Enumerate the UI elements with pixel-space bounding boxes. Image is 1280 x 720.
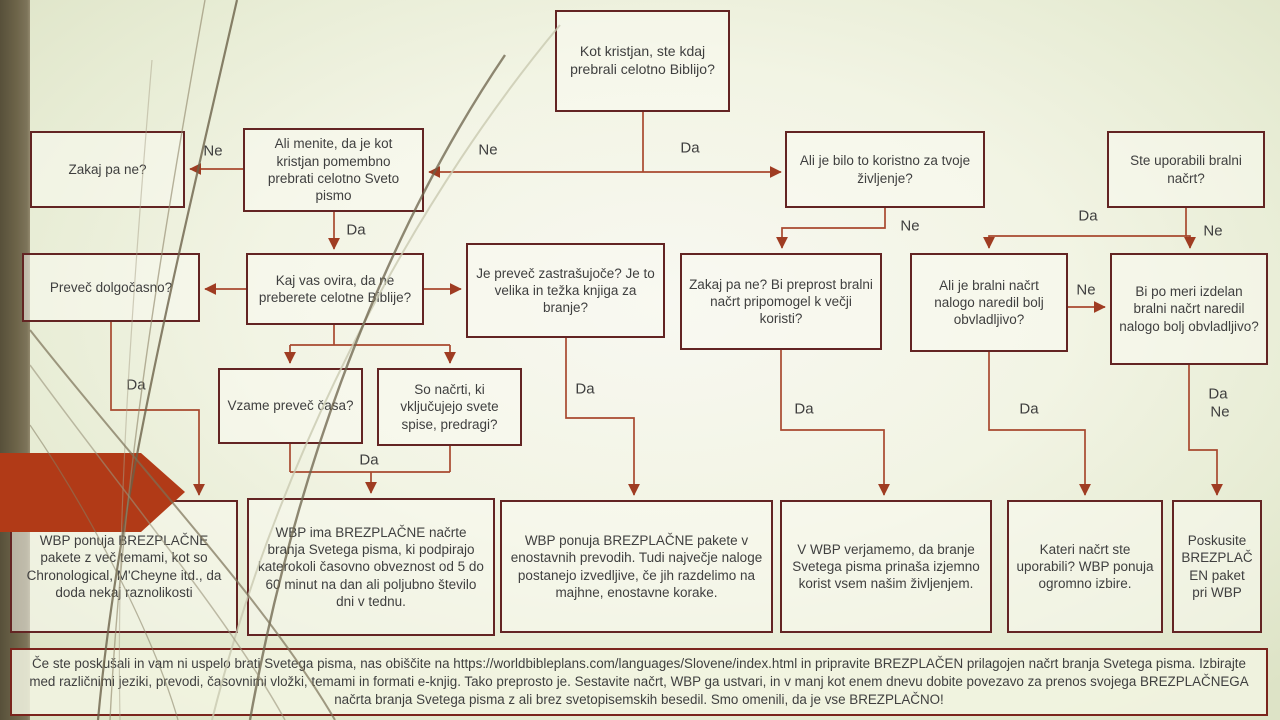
node-answer-benefit: V WBP verjamemo, da branje Svetega pisma prinaša izjemno korist vsem našim življenjem. <box>780 500 992 633</box>
node-answer-translations: WBP ponuja BREZPLAČNE pakete v enostavnih prevodih. Tudi največje naloge postanejo izvedljive, če jih razdelimo na majhne, enostavne korake. <box>500 500 773 633</box>
node-too-long: Vzame preveč časa? <box>218 368 363 444</box>
node-start-question: Kot kristjan, ste kdaj prebrali celotno Biblijo? <box>555 10 730 112</box>
node-intimidating: Je preveč zastrašujoče? Je to velika in težka knjiga za branje? <box>466 243 665 338</box>
edge-label-yes: Da <box>126 376 146 394</box>
node-think-important: Ali menite, da je kot kristjan pomembno prebrati celotno Sveto pismo <box>243 128 424 212</box>
edge-label-yes: Da <box>1078 207 1098 225</box>
footer-banner: Če ste poskušali in vam ni uspelo brati Svetega pisma, nas obiščite na https://worldbibleplans.com/languages/Slovene/index.html in pripravite BREZPLAČEN prilagojen načrt branja Svetega pisma. Izbirajte med različnimi jeziki, prevodi, časovnimi vložki, temami in formati e-knjig. Tako preprosto je. Sestavite načrt, WBP ga ustvari, in v manj kot enem dnevu dobite povezavo za prenos svojega BREZPLAČNEGA načrta branja Svetega pisma z ali brez svetopisemskih besedil. Smo omenili, da je vse BREZPLAČNO! <box>10 648 1268 716</box>
edge-label-yes: Da <box>794 400 814 418</box>
edge-label-yes: Da <box>359 451 379 469</box>
node-why-not-left: Zakaj pa ne? <box>30 131 185 208</box>
edge-label-no: Ne <box>900 217 920 235</box>
edge-label-yes: Da <box>1019 400 1039 418</box>
node-answer-which-plan: Kateri načrt ste uporabili? WBP ponuja ogromno izbire. <box>1007 500 1163 633</box>
node-useful-life: Ali je bilo to koristno za tvoje življenje? <box>785 131 985 208</box>
edge-label-no: Ne <box>478 141 498 159</box>
node-what-hinders: Kaj vas ovira, da ne preberete celotne Biblije? <box>246 253 424 325</box>
node-plan-manageable: Ali je bralni načrt nalogo naredil bolj obvladljivo? <box>910 253 1068 352</box>
edge-label-yes: Da <box>1208 385 1228 403</box>
edge-label-no: Ne <box>1210 403 1230 421</box>
edge-label-yes: Da <box>346 221 366 239</box>
edge-label-no: Ne <box>203 142 223 160</box>
edge-label-no: Ne <box>1076 281 1096 299</box>
node-custom-plan: Bi po meri izdelan bralni načrt naredil nalogo bolj obvladljivo? <box>1110 253 1268 365</box>
edge-label-yes: Da <box>575 380 595 398</box>
node-answer-time: WBP ima BREZPLAČNE načrte branja Svetega pisma, ki podpirajo katerokoli časovno obveznost od 5 do 60 minut na dan ali poljubno število dni v tednu. <box>247 498 495 636</box>
node-answer-try-free: Poskusite BREZPLAČEN paket pri WBP <box>1172 500 1262 633</box>
node-too-boring: Preveč dolgočasno? <box>22 253 200 322</box>
node-answer-variety: WBP ponuja BREZPLAČNE pakete z več temami, kot so Chronological, M'Cheyne itd., da doda nekaj raznolikosti <box>10 500 238 633</box>
node-plans-expensive: So načrti, ki vključujejo svete spise, predragi? <box>377 368 522 446</box>
node-used-plan: Ste uporabili bralni načrt? <box>1107 131 1265 208</box>
edge-label-no: Ne <box>1203 222 1223 240</box>
edge-label-yes: Da <box>680 139 700 157</box>
node-why-not-right: Zakaj pa ne? Bi preprost bralni načrt pripomogel k večji koristi? <box>680 253 882 350</box>
